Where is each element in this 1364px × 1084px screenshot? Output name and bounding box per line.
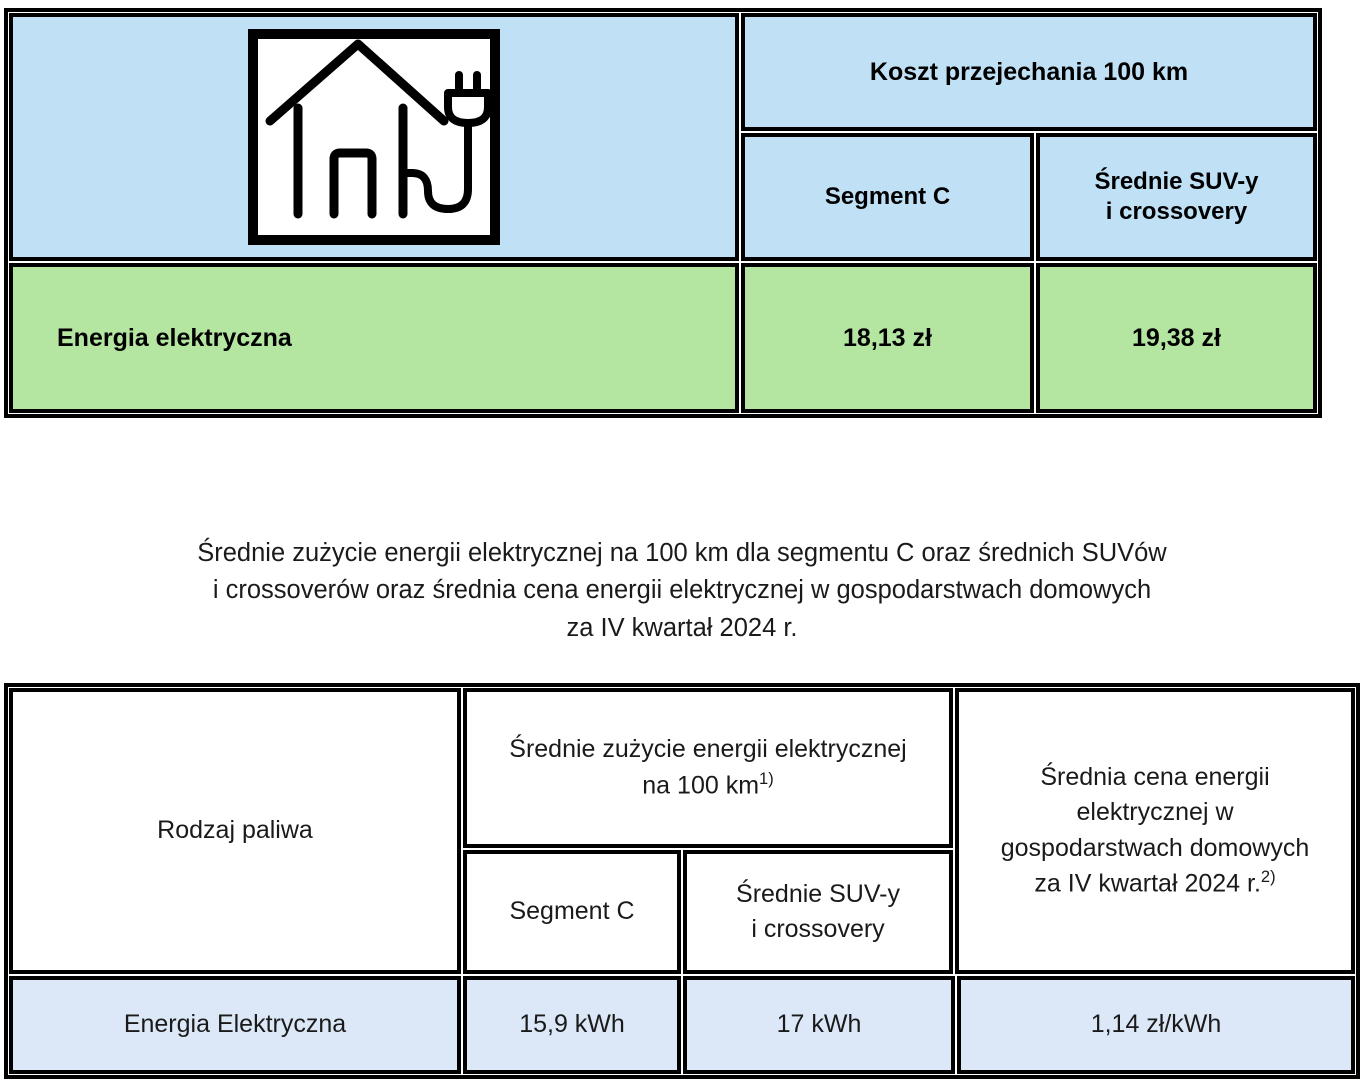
header-segment-c: Segment C (741, 133, 1034, 261)
header-consumption-line2: na 100 km (642, 771, 760, 800)
header-consumption-footnote: 1) (759, 769, 774, 788)
header-price-line4: za IV kwartał 2024 r. (1034, 869, 1261, 898)
top-table-data-row (8, 262, 1318, 414)
top-table-header-area (8, 12, 1318, 262)
caption-line-2: i crossoverów oraz średnia cena energii elektrycznej w gospodarstwach domowych (212, 576, 1152, 605)
header-price-line1: Średnia cena energii (1040, 762, 1270, 791)
header-consumption-title (463, 688, 953, 848)
house-with-plug-icon-cell (9, 13, 739, 261)
header-consumption-subrow (462, 849, 954, 975)
top-table-right-stack (740, 12, 1318, 262)
cell-suv-consumption: 17 kWh (683, 976, 955, 1074)
header-price-footnote: 2) (1260, 868, 1276, 887)
value-suv-cost: 19,38 zł (1036, 263, 1317, 413)
header-bottom-suv-line2: i crossovery (751, 915, 885, 943)
table-caption (0, 535, 1364, 647)
header-bottom-suv-line1: Średnie SUV-y (736, 879, 900, 908)
header-consumption-group (462, 687, 954, 975)
header-fuel-type: Rodzaj paliwa (9, 688, 461, 974)
header-average-price (955, 688, 1355, 974)
header-price-line3: gospodarstwach domowych (1000, 833, 1310, 862)
header-suv-line1: Średnie SUV-y (1094, 168, 1259, 195)
cell-fuel-type-value: Energia Elektryczna (9, 976, 461, 1074)
cell-average-price: 1,14 zł/kWh (957, 976, 1355, 1074)
header-suv-crossover (1036, 133, 1317, 261)
header-bottom-suv-crossover (683, 850, 953, 974)
value-segment-c-cost: 18,13 zł (741, 263, 1034, 413)
caption-line-3: za IV kwartał 2024 r. (566, 613, 798, 642)
house-with-plug-icon (248, 29, 500, 245)
header-suv-line2: i crossovery (1105, 198, 1248, 225)
top-table-title: Koszt przejechania 100 km (741, 13, 1317, 131)
caption-line-1: Średnie zużycie energii elektrycznej na 100 km dla segmentu C oraz średnich SUVów (197, 539, 1167, 567)
cost-summary-table (4, 8, 1322, 418)
bottom-table-header-row (8, 687, 1356, 975)
cell-segment-c-consumption: 15,9 kWh (463, 976, 681, 1074)
top-table-subheader-row (740, 132, 1318, 262)
header-price-line2: elektrycznej w (1076, 798, 1234, 827)
consumption-details-table (4, 683, 1360, 1079)
header-consumption-line1: Średnie zużycie energii elektrycznej (509, 735, 907, 764)
bottom-table-data-row (8, 975, 1356, 1075)
header-bottom-segment-c: Segment C (463, 850, 681, 974)
row-label-energia-elektryczna: Energia elektryczna (9, 263, 739, 413)
